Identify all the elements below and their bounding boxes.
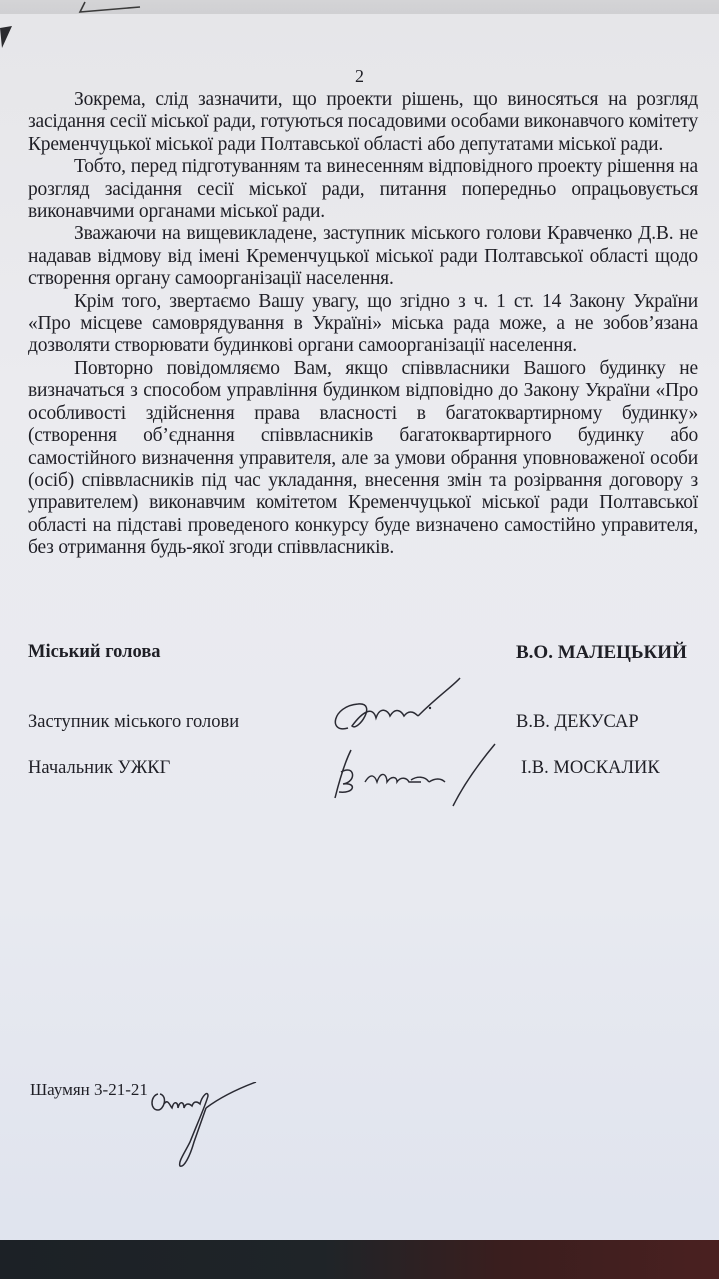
signatory-name: І.В. МОСКАЛИК [521, 758, 660, 778]
paragraph: Крім того, звертаємо Вашу увагу, що згідно з ч. 1 ст. 14 Закону України «Про місцеве самоврядування в Україні» міська рада може, а не зобов’язана дозволяти створювати будинкові органи самоорганізації населення. [28, 290, 698, 357]
signatory-position: Міський голова [28, 642, 161, 662]
signatory-position: Начальник УЖКГ [28, 758, 171, 778]
table-surface [0, 1240, 719, 1279]
paragraph: Повторно повідомляємо Вам, якщо співвласники Вашого будинку не визначаться з способом управління будинком відповідно до Закону України «Про особливості здійснення права власності в багатоквартирному будинку» (створення об’єднання співвласників багатоквартирного будинку або самостійного визначення управителя, але за умови обрання уповноваженої особи (осіб) співвласників під час укладання, внесення змін та розірвання договору з управителем) виконавчим комітетом Кременчуцької міської ради Полтавської області на підставі проведеного конкурсу буде визначено самостійно управителя, без отримання будь-якої згоди співвласників. [28, 357, 698, 559]
signatory-name: В.В. ДЕКУСАР [516, 712, 639, 732]
page-number: 2 [355, 66, 364, 86]
letter-body [28, 89, 698, 560]
executor-note: Шаумян 3-21-21 [30, 1080, 148, 1099]
paragraph: Тобто, перед підготуванням та винесенням відповідного проекту рішення на розгляд засідання сесії міської ради, питання попередньо опрацьовується виконавчими органами міської ради. [28, 156, 698, 223]
signature-head-icon [325, 742, 505, 812]
paragraph: Зокрема, слід зазначити, що проекти рішень, що виносяться на розгляд засідання сесії міської ради, готуються посадовими особами виконавчого комітету Кременчуцької міської ради Полтавської області або депутатами міської ради. [28, 89, 698, 155]
paragraph: Зважаючи на вищевикладене, заступник міського голови Кравченко Д.В. не надавав відмову від імені Кременчуцької міської ради Полтавської області щодо створення органу самоорганізації населення. [28, 223, 698, 290]
signature-executor-icon [150, 1082, 270, 1182]
page-corner-mark-icon [0, 22, 20, 62]
signatory-name: В.О. МАЛЕЦЬКИЙ [516, 642, 687, 663]
signatory-position: Заступник міського голови [28, 712, 240, 732]
signature-deputy-icon [318, 676, 478, 746]
